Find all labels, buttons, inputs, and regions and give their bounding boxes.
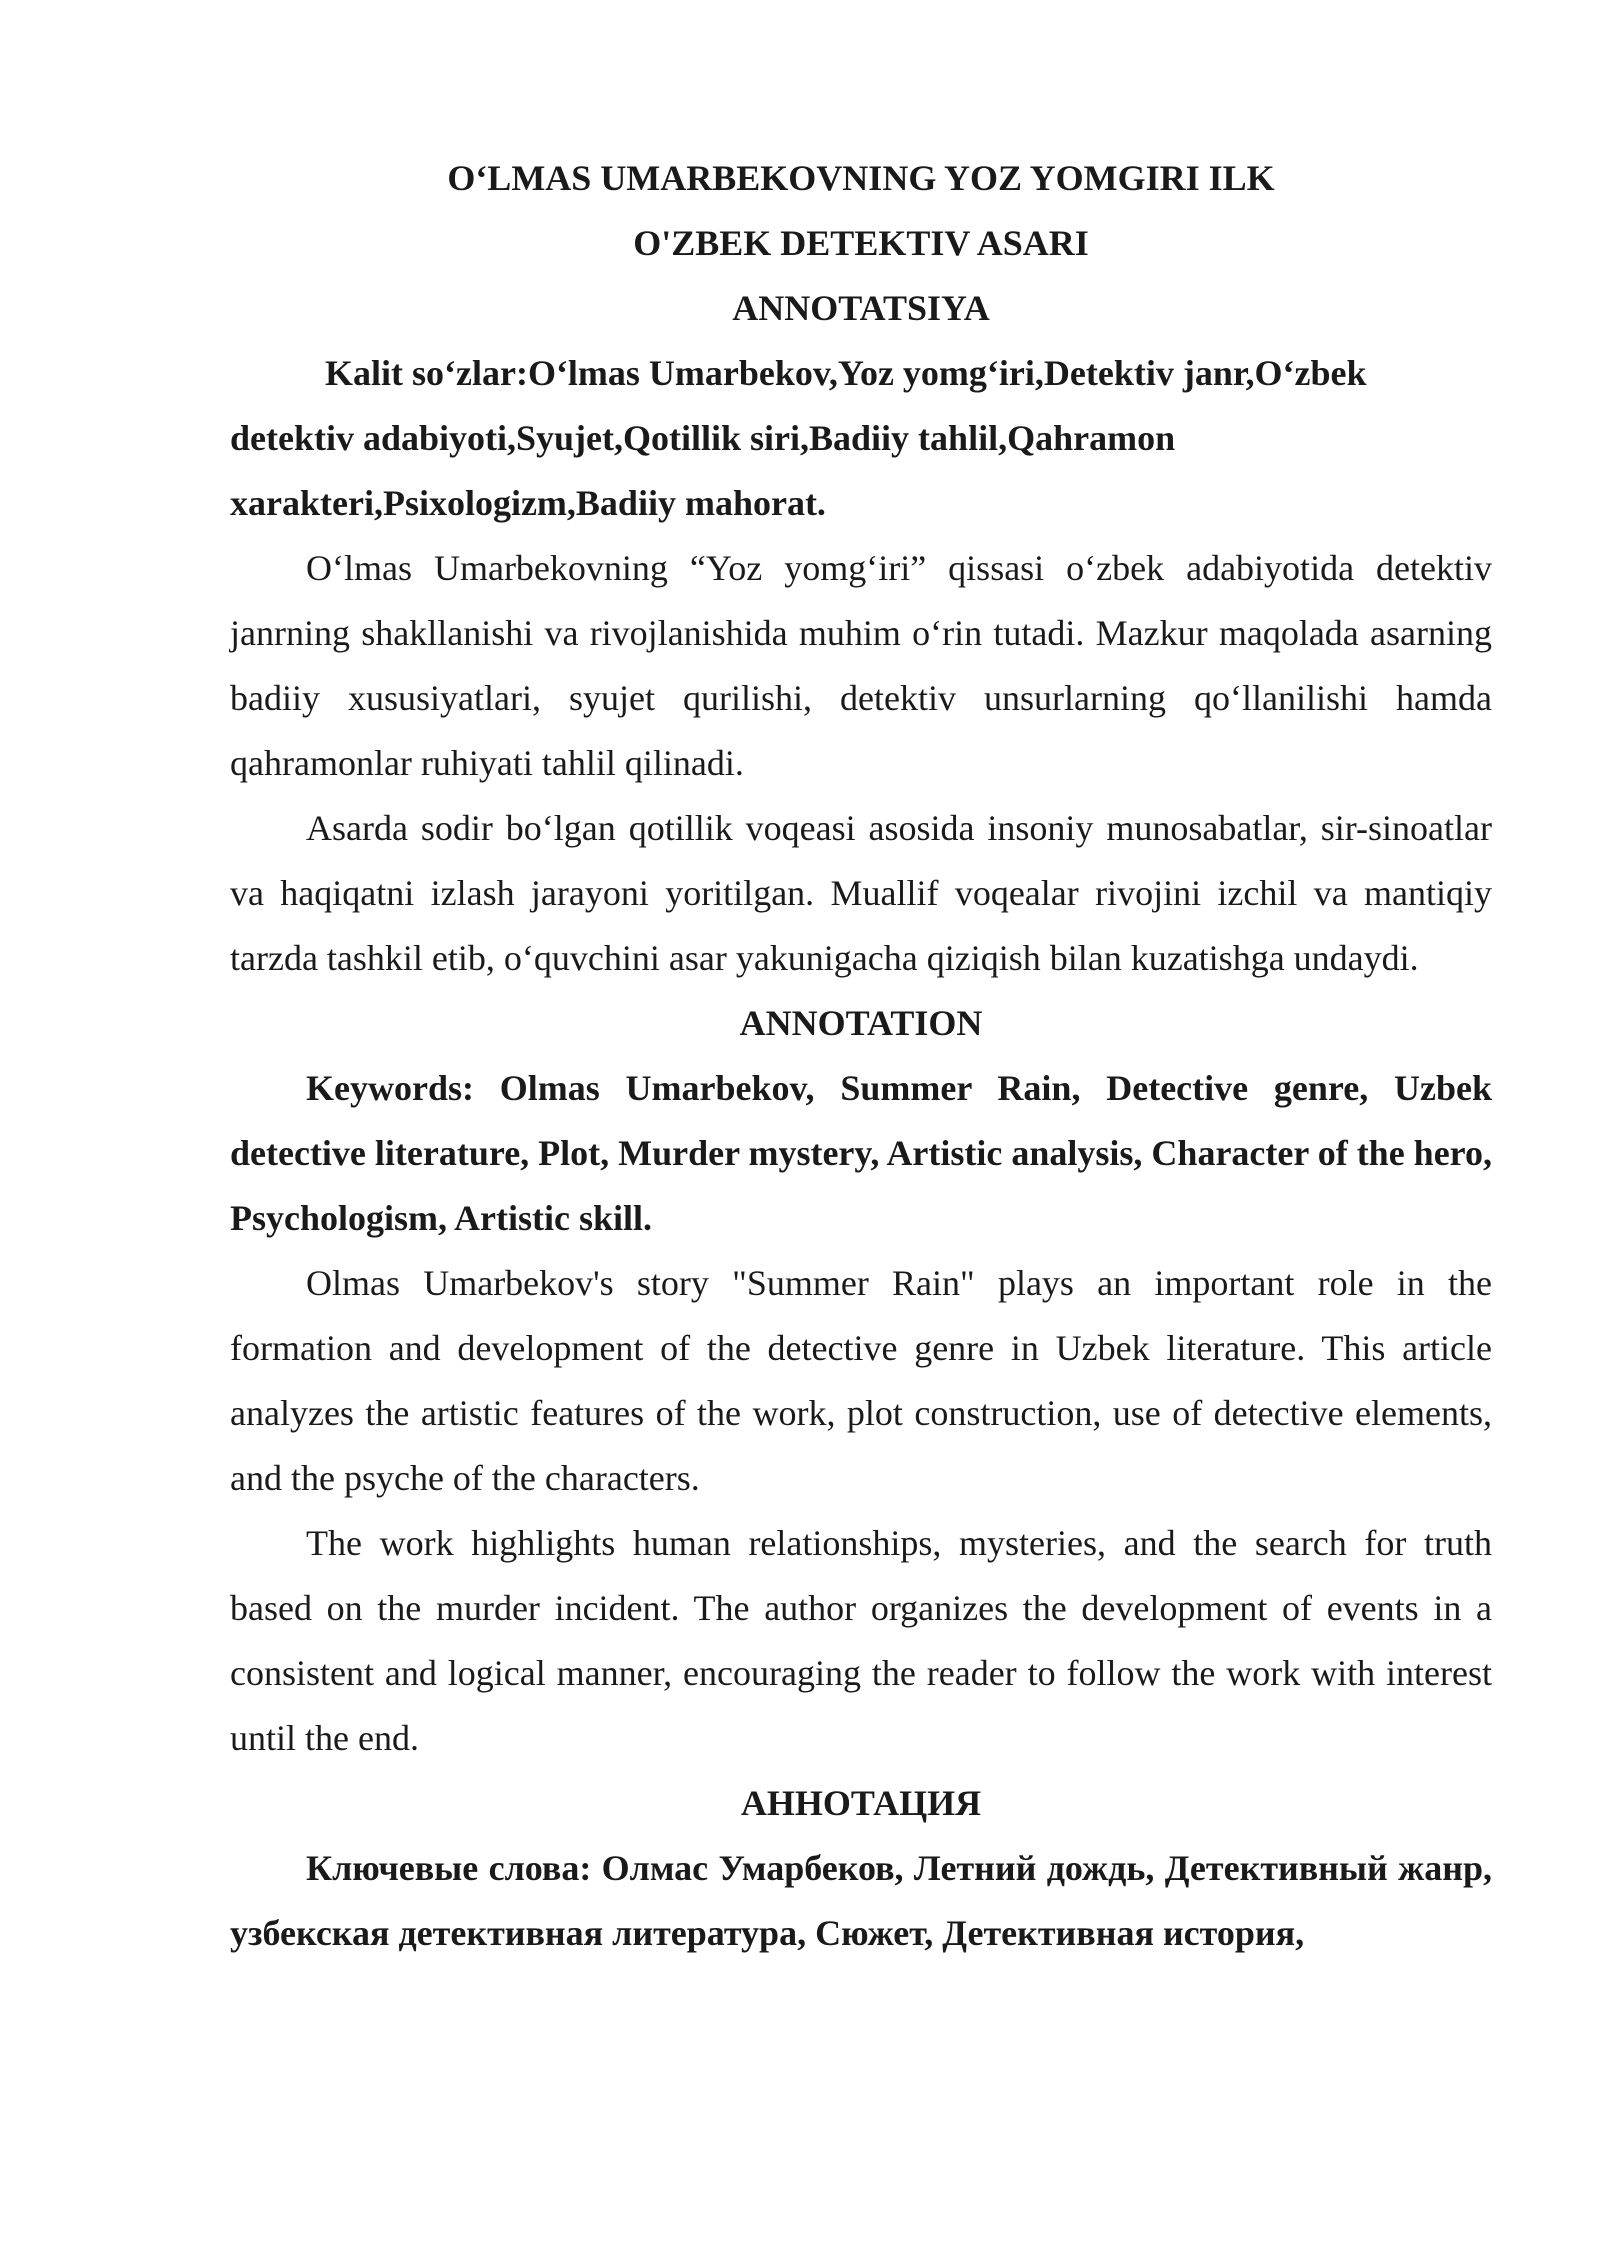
uzbek-paragraph-1: O‘lmas Umarbekovning “Yoz yomg‘iri” qissasi o‘zbek adabiyotida detektiv janrning shakllanishi va rivojlanishida muhim o‘rin tutadi. Mazkur maqolada asarning badiiy xususiyatlari, syujet qurilishi, detektiv unsurlarning qo‘llanilishi hamda qahramonlar ruhiyati tahlil qilinadi. (230, 548, 1492, 783)
document-title-line-2: O'ZBEK DETEKTIV ASARI (633, 223, 1089, 263)
english-keywords: Keywords: Olmas Umarbekov, Summer Rain, Detective genre, Uzbek detective literature, Plot, Murder mystery, Artistic analysis, Character of the hero, Psychologism, Artistic skill. (230, 1068, 1493, 1238)
english-paragraph-2: The work highlights human relationships, mysteries, and the search for truth based on the murder incident. The author organizes the development of events in a consistent and logical manner, encouraging the reader to follow the work with interest until the end. (230, 1523, 1492, 1758)
russian-keywords: Ключевые слова: Олмас Умарбеков, Летний дождь, Детективный жанр, узбекская детективная литература, Сюжет, Детективная история, (230, 1848, 1492, 1953)
uzbek-paragraph-2: Asarda sodir bo‘lgan qotillik voqeasi asosida insoniy munosabatlar, sir-sinoatlar va haqiqatni izlash jarayoni yoritilgan. Muallif voqealar rivojini izchil va mantiqiy tarzda tashkil etib, o‘quvchini asar yakunigacha qiziqish bilan kuzatishga undaydi. (230, 808, 1492, 978)
document-page (230, 146, 1492, 1966)
russian-annotation-heading: АННОТАЦИЯ (740, 1783, 982, 1823)
uzbek-annotation-heading: ANNOTATSIYA (732, 288, 990, 328)
english-annotation-heading: ANNOTATION (739, 1003, 983, 1043)
english-paragraph-1: Olmas Umarbekov's story "Summer Rain" plays an important role in the formation and development of the detective genre in Uzbek literature. This article analyzes the artistic features of the work, plot construction, use of detective elements, and the psyche of the characters. (230, 1263, 1492, 1498)
document-title-line-1: O‘LMAS UMARBEKOVNING YOZ YOMGIRI ILK (447, 158, 1275, 198)
uzbek-keywords: Kalit so‘zlar:O‘lmas Umarbekov,Yoz yomg‘iri,Detektiv janr,O‘zbek detektiv adabiyoti,Syujet,Qotillik siri,Badiiy tahlil,Qahramon xarakteri,Psixologizm,Badiiy mahorat. (230, 353, 1367, 523)
